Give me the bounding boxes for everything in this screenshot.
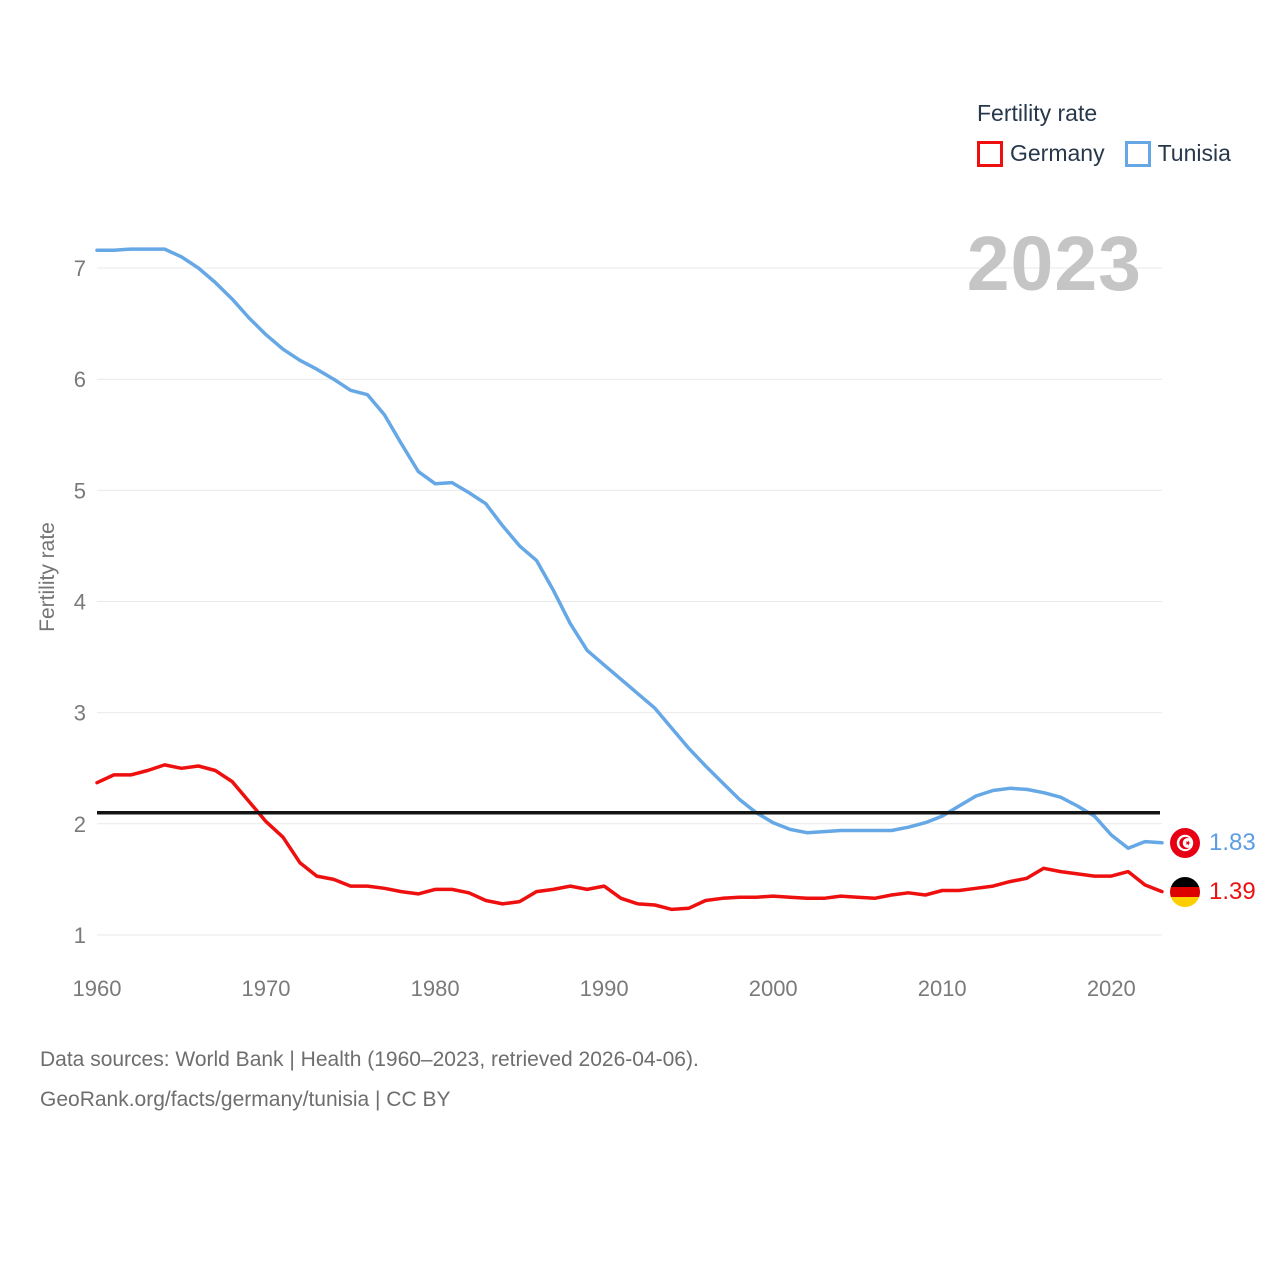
legend-item-tunisia[interactable] (1125, 140, 1231, 167)
y-tick-label: 3 (73, 700, 86, 726)
x-tick-label: 1980 (410, 976, 460, 1001)
x-tick-label: 1960 (72, 976, 122, 1001)
germany-swatch-icon (977, 141, 1003, 167)
legend-row (977, 140, 1257, 167)
legend-title: Fertility rate (977, 100, 1098, 126)
tunisia-line[interactable] (97, 249, 1162, 848)
germany-flag-icon (1170, 877, 1200, 907)
y-axis-title: Fertility rate (36, 522, 59, 632)
y-tick-label: 1 (73, 923, 86, 948)
y-tick-label: 7 (73, 256, 86, 281)
x-tick-label: 2010 (917, 976, 967, 1001)
data-sources-text: Data sources: World Bank | Health (1960–2023, retrieved 2026-04-06). (40, 1048, 699, 1071)
tunisia-flag-icon (1170, 828, 1200, 858)
tunisia-end-label (1170, 828, 1256, 858)
x-tick-label: 2020 (1086, 976, 1136, 1001)
legend-item-germany[interactable] (977, 140, 1105, 167)
y-tick-label: 6 (73, 367, 86, 393)
legend-label-germany: Germany (1010, 140, 1105, 166)
germany-line[interactable] (97, 765, 1162, 910)
germany-final-value: 1.39 (1209, 878, 1256, 905)
year-watermark: 2023 (966, 221, 1142, 307)
x-tick-label: 2000 (748, 976, 798, 1001)
germany-end-label (1170, 877, 1256, 907)
tunisia-final-value: 1.83 (1209, 829, 1256, 856)
y-tick-label: 4 (73, 589, 86, 615)
attribution-text: GeoRank.org/facts/germany/tunisia | CC BY (40, 1088, 451, 1111)
y-tick-label: 5 (73, 478, 86, 504)
legend (977, 100, 1257, 167)
y-tick-label: 2 (73, 811, 86, 837)
tunisia-swatch-icon (1125, 141, 1151, 167)
x-tick-label: 1970 (241, 976, 291, 1001)
legend-label-tunisia: Tunisia (1157, 140, 1231, 166)
x-tick-label: 1990 (579, 976, 629, 1001)
footer (40, 1040, 699, 1120)
